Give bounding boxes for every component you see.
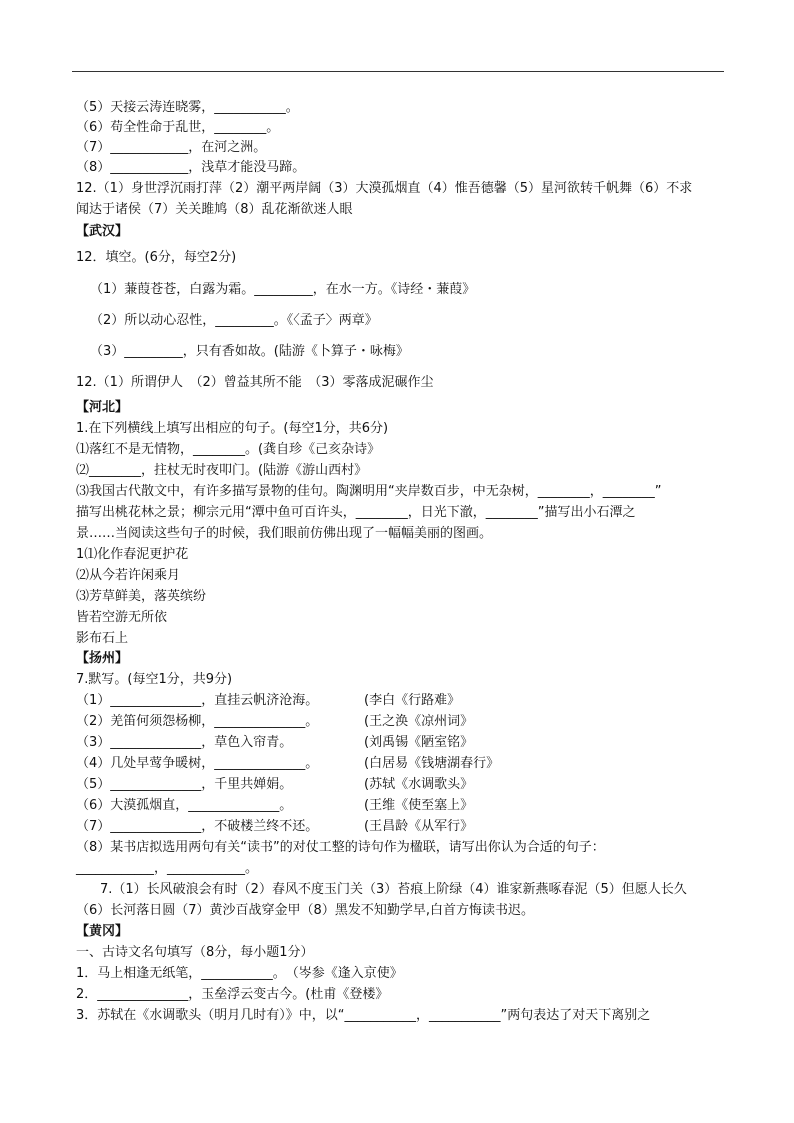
hebei-answer-1: 1⑴化作春泥更护花 bbox=[76, 547, 189, 562]
yangzhou-question: 7.默写。(每空1分，共9分) bbox=[76, 672, 233, 687]
hebei-item-3-line-1: ⑶我国古代散文中，有许多描写景物的佳句。陶渊明用“夹岸数百步，中无杂树，________，________” bbox=[76, 484, 662, 499]
hebei-question: 1.在下列横线上填写出相应的句子。(每空1分，共6分) bbox=[76, 421, 389, 436]
yangzhou-item-8-line-1: （8）某书店拟选用两句有关“读书”的对仗工整的诗句作为楹联，请写出你认为合适的句子： bbox=[76, 840, 605, 855]
hebei-heading: 【河北】 bbox=[76, 400, 129, 415]
wuhan-item-1: （1）蒹葭苍苍，白露为霜。_________，在水一方。《诗经・蒹葭》 bbox=[90, 282, 476, 297]
wuhan-item-2: （2）所以动心忍性，_________。《〈孟子〉两章》 bbox=[90, 313, 378, 328]
top-line-6: （6）苟全性命于乱世，________。 bbox=[76, 120, 280, 135]
huanggang-item-1: 1．马上相逢无纸笔，___________。 （岑参《逢入京使》 bbox=[76, 966, 403, 981]
hebei-item-1: ⑴落红不是无情物，________。(龚自珍《己亥杂诗》 bbox=[76, 442, 381, 457]
yangzhou-answer-line-1: 7.（1）长风破浪会有时（2）春风不度玉门关（3）苔痕上阶绿（4）谁家新燕啄春泥（5）但愿人长久 bbox=[100, 882, 687, 897]
hebei-item-3-line-3: 景……当阅读这些句子的时候，我们眼前仿佛出现了一幅幅美丽的图画。 bbox=[76, 526, 493, 541]
hebei-item-3-line-2: 描写出桃花林之景；柳宗元用“潭中鱼可百许头，________，日光下澈，________”描写出小石潭之 bbox=[76, 505, 636, 520]
yangzhou-item-2: （2）羌笛何须怨杨柳，______________。 bbox=[76, 714, 319, 729]
yangzhou-item-1: （1）______________，直挂云帆济沧海。 bbox=[76, 693, 319, 708]
huanggang-question: 一、古诗文名句填写（8分，每小题1分） bbox=[76, 945, 314, 960]
huanggang-item-2: 2．______________，玉垒浮云变古今。(杜甫《登楼》 bbox=[76, 987, 389, 1002]
top-line-7: （7）____________，在河之洲。 bbox=[76, 140, 267, 155]
yangzhou-item-1-source: (李白《行路难》 bbox=[364, 693, 461, 708]
yangzhou-item-3-source: (刘禹锡《陋室铭》 bbox=[364, 735, 474, 750]
hebei-answer-2: ⑵从今若许闲乘月 bbox=[76, 568, 181, 583]
wuhan-answer: 12.（1）所谓伊人 （2）曾益其所不能 （3）零落成泥碾作尘 bbox=[76, 375, 434, 390]
wuhan-heading: 【武汉】 bbox=[76, 224, 129, 239]
yangzhou-item-3: （3）______________，草色入帘青。 bbox=[76, 735, 293, 750]
yangzhou-item-5-source: (苏轼《水调歌头》 bbox=[364, 777, 474, 792]
wuhan-item-3: （3）_________，只有香如故。(陆游《卜算子・咏梅》 bbox=[90, 344, 409, 359]
wuhan-question: 12．填空。(6分，每空2分) bbox=[76, 250, 237, 265]
yangzhou-item-4: （4）几处早莺争暖树，______________。 bbox=[76, 756, 319, 771]
yangzhou-answer-line-2: （6）长河落日圆（7）黄沙百战穿金甲（8）黑发不知勤学早,白首方悔读书迟。 bbox=[76, 903, 534, 918]
yangzhou-item-8-line-2: ____________，____________。 bbox=[76, 861, 259, 876]
huanggang-item-3: 3．苏轼在《水调歌头（明月几时有）》中，以“___________，___________”两句表达了对天下离别之 bbox=[76, 1008, 651, 1023]
yangzhou-item-6: （6）大漠孤烟直，______________。 bbox=[76, 798, 293, 813]
yangzhou-item-5: （5）______________，千里共婵娟。 bbox=[76, 777, 293, 792]
hebei-item-2: ⑵________，拄杖无时夜叩门。(陆游《游山西村》 bbox=[76, 463, 368, 478]
hebei-answer-4: 皆若空游无所依 bbox=[76, 610, 168, 625]
huanggang-heading: 【黄冈】 bbox=[76, 924, 129, 939]
yangzhou-item-4-source: (白居易《钱塘湖春行》 bbox=[364, 756, 500, 771]
top-line-8: （8）____________，浅草才能没马蹄。 bbox=[76, 160, 306, 175]
top-answer-line-2: 闻达于诸侯（7）关关雎鸠（8）乱花渐欲迷人眼 bbox=[76, 202, 353, 217]
yangzhou-item-7-source: (王昌龄《从军行》 bbox=[364, 819, 474, 834]
yangzhou-item-7: （7）______________，不破楼兰终不还。 bbox=[76, 819, 319, 834]
yangzhou-heading: 【扬州】 bbox=[76, 651, 129, 666]
hebei-answer-3: ⑶芳草鲜美，落英缤纷 bbox=[76, 589, 207, 604]
top-answer-line-1: 12.（1）身世浮沉雨打萍（2）潮平两岸阔（3）大漠孤烟直（4）惟吾德馨（5）星河欲转千帆舞（6）不求 bbox=[76, 181, 693, 196]
hebei-answer-5: 影布石上 bbox=[76, 631, 129, 646]
yangzhou-item-2-source: (王之涣《凉州词》 bbox=[364, 714, 474, 729]
yangzhou-item-6-source: (王维《使至塞上》 bbox=[364, 798, 474, 813]
top-line-5: （5）天接云涛连晓雾，___________。 bbox=[76, 100, 299, 115]
